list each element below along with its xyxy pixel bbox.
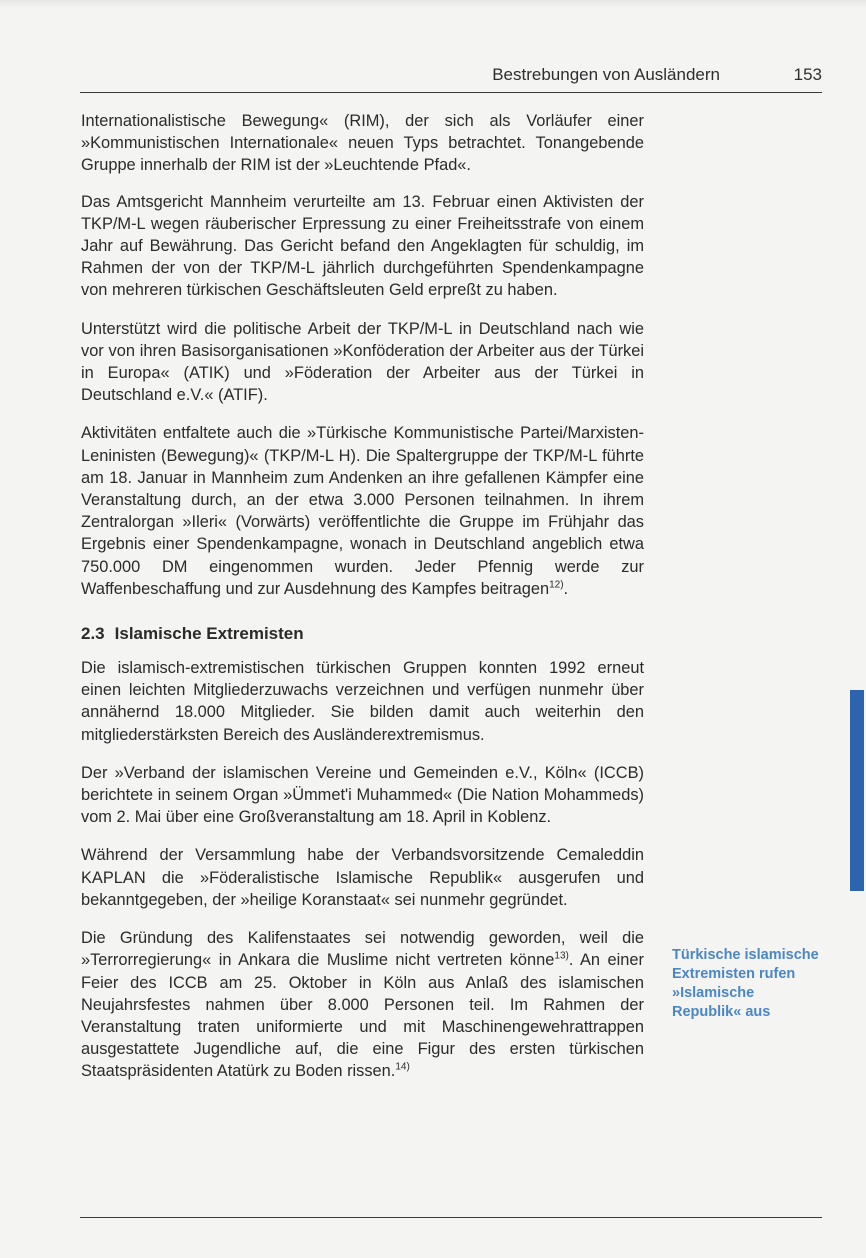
paragraph: Während der Versammlung habe der Verbandsvorsitzende Cemaleddin KAPLAN die »Föderalistische Islamische Republik« ausgerufen und bekanntgegeben, der »heilige Koranstaat« sei nunmehr gegründet. xyxy=(81,846,644,909)
section-title: Islamische Extremisten xyxy=(114,624,304,644)
running-title: Bestrebungen von Ausländern xyxy=(492,65,720,84)
footnote-ref: 14) xyxy=(395,1061,410,1073)
footnote-ref: 12) xyxy=(549,579,564,591)
section-number: 2.3 xyxy=(81,624,105,644)
paragraph: Aktivitäten entfaltete auch die »Türkische Kommunistische Partei/Marxisten-Leninisten (Bewegung)« (TKP/M-L H). Die Spaltergruppe der TKP/M-L führte am 18. Januar in Mannheim zum Andenken an ihre gefallenen Kämpfer eine Veranstaltung durch, an der etwa 3.000 Personen teilnahmen. In ihrem Zentralorgan »Ileri« (Vorwärts) veröffentlichte die Gruppe im Frühjahr das Ergebnis einer Spendenkampagne, wonach in Deutschland angeblich etwa 750.000 DM eingenommen wurden. Jeder Pfennig werde zur Waffenbeschaffung und zur Ausdehnung des Kampfes beitragen$^{12)}$. xyxy=(81,424,644,598)
paragraph: Internationalistische Bewegung« (RIM), der sich als Vorläufer einer »Kommunistischen Internationale« neuen Typs betrachtet. Tonangebende Gruppe innerhalb der RIM ist der »Leuchtende Pfad«. xyxy=(81,112,644,175)
body-text-column xyxy=(81,110,644,1099)
paragraph xyxy=(81,927,644,1082)
paragraph-text: Aktivitäten entfaltete auch die »Türkische Kommunistische Partei/Marxisten-Leninisten (Bewegung)« (TKP/M-L H). Die Spaltergruppe der TKP/M-L führte am 18. Januar in Mannheim zum Andenken an ihre gefallenen Kämpfer eine Veranstaltung durch, an der etwa 3.000 Personen teilnahmen. In ihrem Zentralorgan »Ileri« (Vorwärts) veröffentlichte die Gruppe im Frühjahr das Ergebnis einer Spendenkampagne, wonach in Deutschland angeblich etwa 750.000 DM eingenommen wurden. Jeder Pfennig werde zur Waffenbeschaffung und zur Ausdehnung des Kampfes beitragen xyxy=(81,424,644,598)
section-heading xyxy=(81,624,644,644)
paragraph: Das Amtsgericht Mannheim verurteilte am 13. Februar einen Aktivisten der TKP/M-L wegen räuberischer Erpressung zu einer Freiheitsstrafe von einem Jahr auf Bewährung. Das Gericht befand den Angeklagten für schuldig, im Rahmen der von der TKP/M-L jährlich durchgeführten Spendenkampagne von mehreren türkischen Geschäftsleuten Geld erpreßt zu haben. xyxy=(81,192,644,300)
margin-note: Türkische islamische Extremisten rufen »Islamische Republik« aus xyxy=(672,947,819,1020)
footer-rule xyxy=(80,1217,822,1218)
paragraph: Die islamisch-extremistischen türkischen Gruppen konnten 1992 erneut einen leichten Mitgliederzuwachs verzeichnen und verfügen nunmehr über annähernd 18.000 Mitglieder. Sie bilden damit auch weiterhin den mitgliederstärksten Bereich des Ausländerextremismus. xyxy=(81,659,644,744)
paragraph-text: . An einer Feier des ICCB am 25. Oktober in Köln aus Anlaß des islamischen Neujahrsfestes nahmen über 8.000 Personen teil. Im Rahmen der Veranstaltung traten uniformierte und mit Maschinengewehrattrappen ausgestattete Jugendliche auf, die eine Figur des ersten türkischen Staatspräsidenten Atatürk zu Boden rissen. xyxy=(81,951,644,1081)
footnote-ref: 13) xyxy=(554,950,569,962)
paragraph-text: Die Gründung des Kalifenstaates sei notwendig geworden, weil die »Terrorregierung« in Ankara die Muslime nicht vertreten könne xyxy=(81,929,644,970)
section-marker-bar xyxy=(850,690,864,891)
paragraph: Unterstützt wird die politische Arbeit der TKP/M-L in Deutschland nach wie vor von ihren Basisorganisationen »Konföderation der Arbeiter aus der Türkei in Europa« (ATIK) und »Föderation der Arbeiter aus der Türkei in Deutschland e.V.« (ATIF). xyxy=(81,319,644,405)
scan-edge-shade xyxy=(0,0,866,8)
paragraph: Der »Verband der islamischen Vereine und Gemeinden e.V., Köln« (ICCB) berichtete in seinem Organ »Ümmet'i Muhammed« (Die Nation Mohammeds) vom 2. Mai über eine Großveranstaltung am 18. April in Koblenz. xyxy=(81,763,644,827)
page-header xyxy=(80,62,822,93)
page-number: 153 xyxy=(793,65,822,84)
